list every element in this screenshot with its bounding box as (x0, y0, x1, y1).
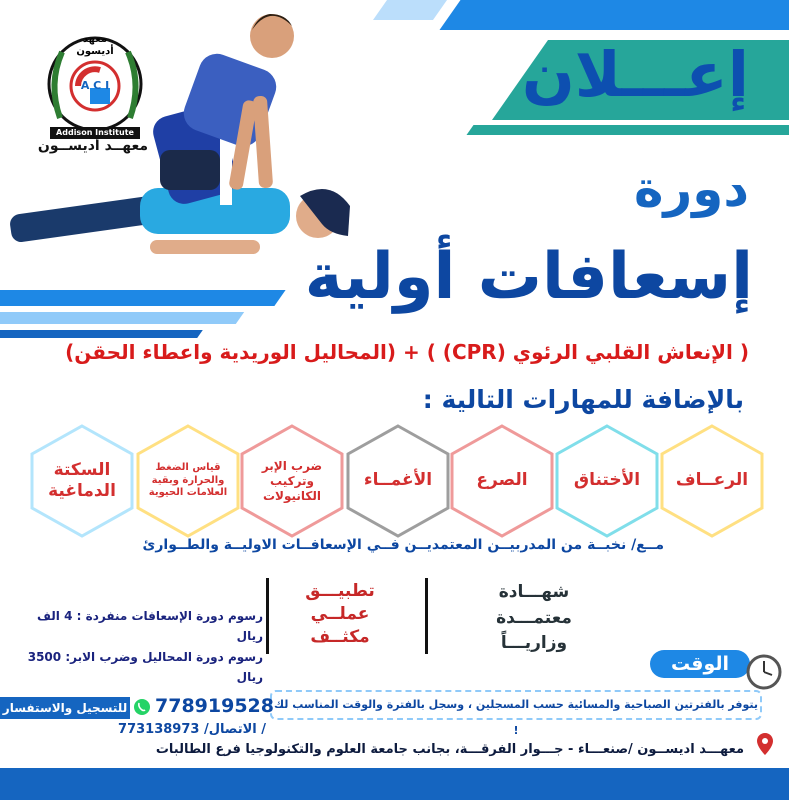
time-availability: يتوفر بالفترتين الصباحية والمسائية حسب المسجلين ، وسجل بالفترة والوقت المناسب لك ! (270, 690, 762, 720)
contact-phone[interactable]: / الاتصال/ 773138973 (118, 722, 266, 737)
announcement-title: إعـــلان (521, 38, 749, 111)
subhead-plus: + (402, 340, 420, 364)
course-title-line1: دورة (633, 160, 749, 218)
fee-line: رسوم دورة المحاليل وضرب الابر: 3500 ريال (27, 649, 263, 685)
skill-label: ضرب الإبر وتركيب الكانيولات (261, 458, 323, 503)
left-stripe-2 (0, 312, 244, 324)
skill-hexagon (448, 422, 556, 540)
skill-hexagon (553, 422, 661, 540)
certificate-block (479, 580, 589, 657)
footer-bar (0, 768, 789, 800)
skill-label: قياس الضغط والحرارة وبقية العلامات الحيوية (148, 462, 228, 499)
location-pin-icon (756, 732, 774, 756)
skill-label: الصرع (476, 470, 528, 491)
skill-hexagon (28, 422, 136, 540)
applied-block (285, 580, 395, 649)
fees-block (8, 606, 263, 688)
banner-stripe-thin (466, 125, 789, 135)
whatsapp-icon (133, 698, 151, 716)
applied-line: تطبيـــق (305, 581, 375, 601)
certificate-line: شهـــادة (498, 582, 570, 602)
skill-label: الأغمــاء (363, 470, 433, 491)
course-subheading (29, 340, 749, 364)
skill-label: الأختناق (573, 470, 641, 491)
applied-line: عملــي (310, 603, 370, 624)
divider-right (425, 578, 428, 654)
skill-hexagon (658, 422, 766, 540)
skill-label: السكتة الدماغية (48, 459, 116, 501)
left-stripe-1 (0, 290, 286, 306)
subhead-iv: (المحاليل الوريدية واعطاء الحقن) (65, 340, 396, 364)
skill-hexagon (238, 422, 346, 540)
banner-stripe-top (439, 0, 789, 30)
logo-english: Addison Institute (50, 127, 140, 139)
skill-hexagon (134, 422, 242, 540)
fee-line: رسوم دورة الإسعافات منفردة : 4 الف ريال (37, 609, 263, 644)
address-text: معهـــد اديســون /صنعـــاء - جـــوار الفرقـــة، بجانب جامعة العلوم والتكنولوجيا فرع الطالبات (155, 742, 744, 757)
trainers-text: مــع/ نخبــة من المدربيــن المعتمديــن فــي الإسعافــات الاوليــة والطــوارئ (142, 537, 664, 553)
skills-heading: بالإضافة للمهارات التالية : (422, 385, 744, 414)
divider-left (266, 578, 269, 654)
skill-label: الرعــاف (675, 470, 749, 491)
course-title-line2: إسعافات أولية (304, 240, 753, 314)
logo-letters: A C I (80, 79, 110, 92)
subhead-cpr: ( الإنعاش القلبي الرئوي (CPR) ) (426, 340, 749, 364)
clock-icon (745, 653, 783, 691)
skill-hexagon (344, 422, 452, 540)
logo-top-text2: أديسون (76, 46, 114, 57)
register-label: للتسجيل والاستفسار (0, 697, 130, 719)
time-label: الوقت (650, 650, 750, 678)
applied-line: مكثــف (310, 626, 370, 647)
certificate-line: معتمـــدة (496, 607, 572, 628)
left-stripe-3 (0, 330, 203, 338)
logo-top-text: معهد (82, 34, 108, 45)
logo-name: معهــد أديســون (37, 138, 149, 154)
certificate-line: وزاريـــاً (500, 633, 568, 653)
whatsapp-phone[interactable]: 778919528 (155, 695, 274, 717)
banner-stripe-light (373, 0, 447, 20)
